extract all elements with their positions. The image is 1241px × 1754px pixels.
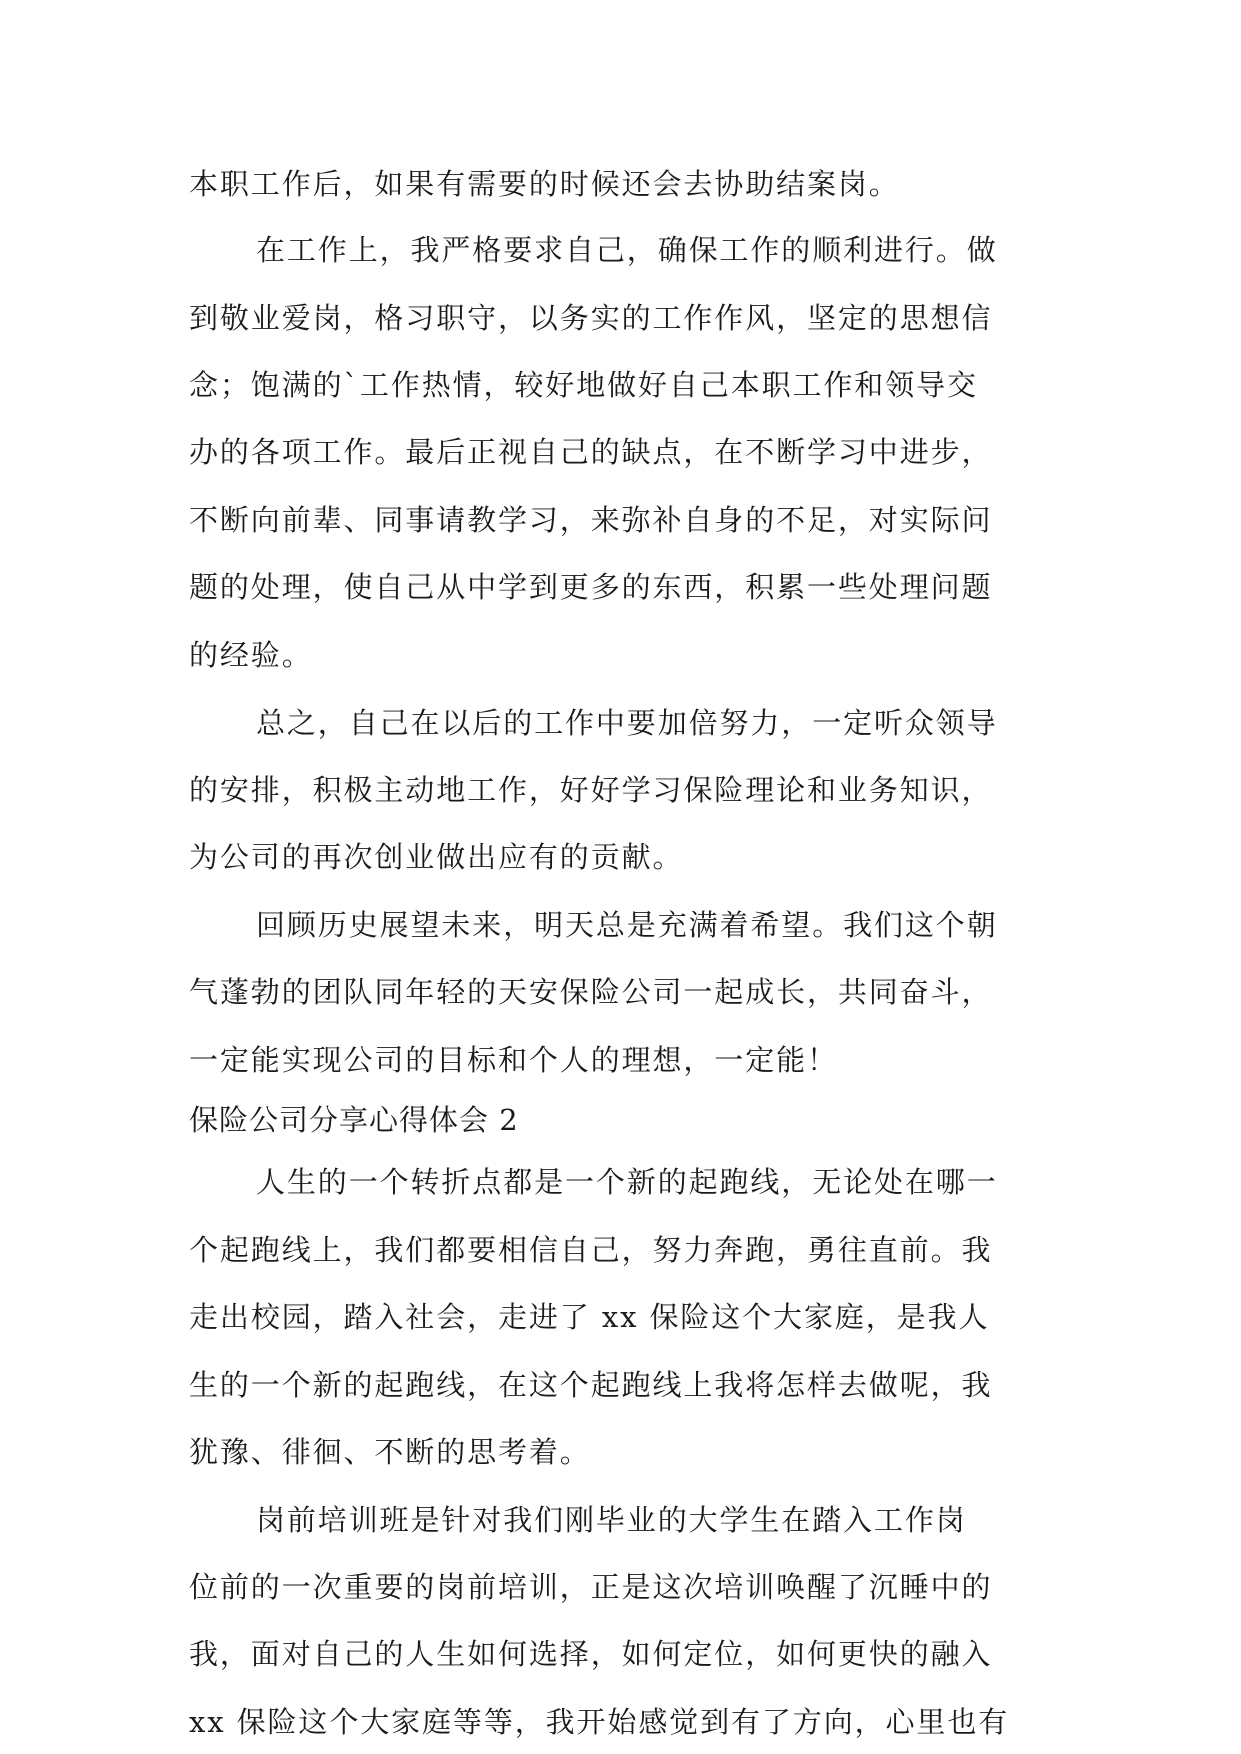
paragraph-line: 总之，自己在以后的工作中要加倍努力，一定听众领导 [256,706,998,740]
paragraph-line: 办的各项工作。最后正视自己的缺点，在不断学习中进步， [189,435,993,469]
paragraph-line: 回顾历史展望未来，明天总是充满着希望。我们这个朝 [256,908,998,942]
paragraph-line: xx 保险这个大家庭等等，我开始感觉到有了方向，心里也有 [189,1705,1010,1739]
paragraph-line: 我，面对自己的人生如何选择，如何定位，如何更快的融入 [189,1637,993,1671]
paragraph-line: 人生的一个转折点都是一个新的起跑线，无论处在哪一 [256,1165,998,1199]
paragraph-line: 题的处理，使自己从中学到更多的东西，积累一些处理问题 [189,570,993,604]
paragraph-line: 念；饱满的`工作热情，较好地做好自己本职工作和领导交 [189,368,978,402]
paragraph-line: 犹豫、徘徊、不断的思考着。 [189,1435,591,1469]
paragraph-line: 岗前培训班是针对我们刚毕业的大学生在踏入工作岗 [256,1503,967,1537]
paragraph-line: 在工作上，我严格要求自己，确保工作的顺利进行。做 [256,233,998,267]
paragraph-line: 一定能实现公司的目标和个人的理想，一定能！ [189,1043,838,1077]
paragraph-line: 到敬业爱岗，格习职守，以务实的工作作风，坚定的思想信 [189,301,993,335]
paragraph-line: 气蓬勃的团队同年轻的天安保险公司一起成长，共同奋斗， [189,975,993,1009]
paragraph-line: 个起跑线上，我们都要相信自己，努力奔跑，勇往直前。我 [189,1233,993,1267]
paragraph-line: 的安排，积极主动地工作，好好学习保险理论和业务知识， [189,773,993,807]
paragraph-line: 生的一个新的起跑线，在这个起跑线上我将怎样去做呢，我 [189,1368,993,1402]
paragraph-line: 的经验。 [189,638,313,672]
paragraph-line: 不断向前辈、同事请教学习，来弥补自身的不足，对实际问 [189,503,993,537]
paragraph-line: 走出校园，踏入社会，走进了 xx 保险这个大家庭，是我人 [189,1300,990,1334]
paragraph-line: 为公司的再次创业做出应有的贡献。 [189,840,684,874]
paragraph-line: 位前的一次重要的岗前培训，正是这次培训唤醒了沉睡中的 [189,1570,993,1604]
paragraph-line: 本职工作后，如果有需要的时候还会去协助结案岗。 [189,167,900,201]
section-heading: 保险公司分享心得体会 2 [189,1103,519,1137]
